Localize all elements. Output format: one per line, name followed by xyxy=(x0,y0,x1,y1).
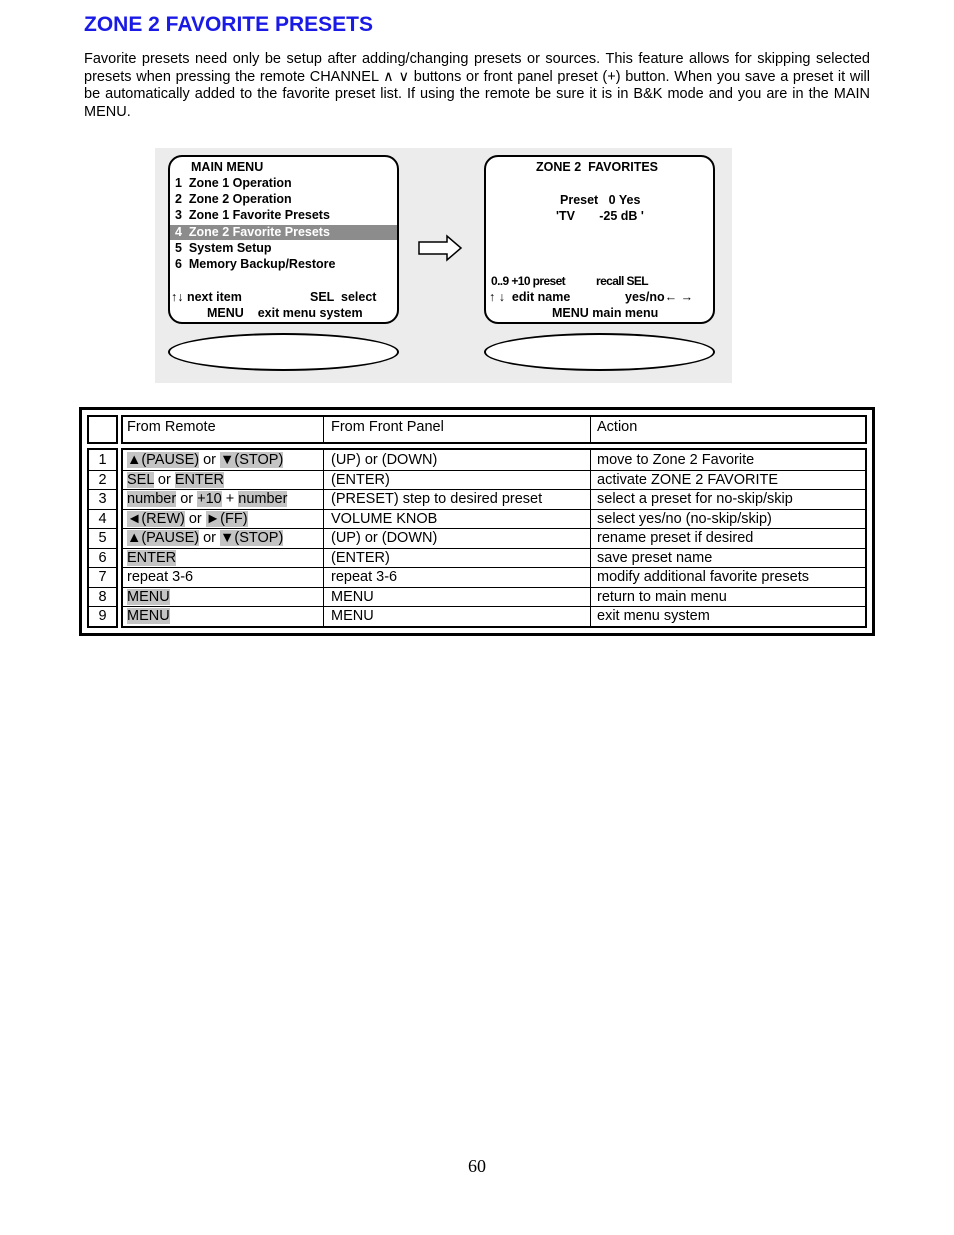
table-action-cell: return to main menu xyxy=(597,588,727,605)
menu-diagram xyxy=(155,148,732,383)
steps-table xyxy=(79,407,875,636)
main-menu-hint-exit: MENU exit menu system xyxy=(207,306,363,320)
table-column-divider xyxy=(590,415,591,442)
remote-key: ►(FF) xyxy=(205,510,248,527)
table-remote-cell xyxy=(127,607,170,625)
table-panel-cell: VOLUME KNOB xyxy=(331,510,438,527)
remote-text: + xyxy=(221,491,239,508)
main-menu-title: MAIN MENU xyxy=(191,160,264,174)
table-panel-cell: (UP) or (DOWN) xyxy=(331,530,438,547)
table-header-cell: Action xyxy=(597,419,638,435)
table-step-number: 5 xyxy=(98,530,107,547)
table-row-divider xyxy=(123,587,865,588)
table-step-number: 4 xyxy=(98,510,107,527)
table-action-cell: rename preset if desired xyxy=(597,530,754,547)
remote-text: or xyxy=(176,491,198,508)
table-step-number: 8 xyxy=(98,588,107,605)
remote-text: or xyxy=(199,452,221,468)
main-menu-item: 2 Zone 2 Operation xyxy=(175,192,292,207)
table-action-cell: exit menu system xyxy=(597,608,710,625)
table-header-box xyxy=(121,415,867,444)
table-column-divider xyxy=(590,448,591,626)
table-panel-cell: MENU xyxy=(331,588,374,605)
remote-key: ▼(STOP) xyxy=(220,530,284,547)
main-menu-item: 1 Zone 1 Operation xyxy=(175,176,292,190)
main-menu-item: 6 Memory Backup/Restore xyxy=(175,257,336,271)
table-panel-cell: (ENTER) xyxy=(331,549,390,566)
favorites-hint-yesno: yes/no← → xyxy=(625,290,694,304)
favorites-hint-preset: 0..9 +10 preset xyxy=(491,274,566,288)
table-row-divider xyxy=(123,548,865,549)
remote-key: +10 xyxy=(197,491,222,508)
table-remote-cell xyxy=(127,549,176,567)
remote-key: ▲(PAUSE) xyxy=(127,452,200,468)
table-remote-cell xyxy=(127,588,170,606)
table-step-number: 1 xyxy=(98,452,107,468)
remote-key: MENU xyxy=(127,608,170,625)
table-step-number: 7 xyxy=(98,569,107,586)
main-menu-item: 4 Zone 2 Favorite Presets xyxy=(170,225,397,240)
table-action-cell: select a preset for no-skip/skip xyxy=(597,491,793,508)
front-panel-display-right xyxy=(484,333,715,371)
table-panel-cell: (ENTER) xyxy=(331,471,390,488)
remote-key: number xyxy=(127,491,177,508)
table-step-number: 2 xyxy=(98,471,107,488)
page-number: 60 xyxy=(468,1156,486,1176)
table-step-number: 3 xyxy=(98,491,107,508)
remote-key: number xyxy=(238,491,288,508)
main-menu-item: 5 System Setup xyxy=(175,240,272,255)
table-action-cell: move to Zone 2 Favorite xyxy=(597,452,755,468)
table-panel-cell: MENU xyxy=(331,608,374,625)
favorites-screen xyxy=(484,155,715,324)
table-step-number: 6 xyxy=(98,549,107,566)
remote-key: ▲(PAUSE) xyxy=(127,530,200,547)
remote-key: ENTER xyxy=(127,549,177,566)
main-menu-item: 3 Zone 1 Favorite Presets xyxy=(175,208,330,223)
table-action-cell: modify additional favorite presets xyxy=(597,569,809,586)
table-panel-cell: (PRESET) step to desired preset xyxy=(331,491,543,508)
remote-key: ◄(REW) xyxy=(127,510,185,527)
main-menu-hint-select: SEL select xyxy=(310,290,377,304)
table-row-divider xyxy=(123,606,865,607)
remote-text: repeat 3-6 xyxy=(127,569,194,586)
table-remote-cell xyxy=(127,510,248,528)
remote-key: ENTER xyxy=(174,471,224,488)
table-step-number: 9 xyxy=(98,608,107,625)
table-panel-cell: (UP) or (DOWN) xyxy=(331,452,438,468)
favorites-preset-line: Preset 0 Yes xyxy=(560,193,641,207)
remote-key: MENU xyxy=(127,588,170,605)
favorites-hint-recall: recall SEL xyxy=(596,274,649,288)
front-panel-display-left xyxy=(168,333,399,371)
table-action-cell: activate ZONE 2 FAVORITE xyxy=(597,471,779,488)
table-header-num-box xyxy=(87,415,118,444)
remote-key: ▼(STOP) xyxy=(220,452,284,468)
favorites-name-line: 'TV -25 dB ' xyxy=(556,209,644,223)
remote-text: or xyxy=(199,530,221,547)
table-action-cell: select yes/no (no-skip/skip) xyxy=(597,510,772,527)
table-remote-cell xyxy=(127,471,224,489)
favorites-hint-edit: ↑ ↓ edit name xyxy=(489,290,571,304)
table-header-cell: From Remote xyxy=(127,419,216,435)
favorites-hint-menu: MENU main menu xyxy=(552,306,659,320)
remote-key: SEL xyxy=(127,471,154,488)
right-arrow-icon xyxy=(417,234,463,262)
intro-paragraph: Favorite presets need only be setup after adding/changing presets or sources. This feature allows for skipping selected presets when pressing the remote CHANNEL ∧ ∨ buttons or front panel preset (+) button. When you save a preset it will be automatically added to the favorite preset list. If using the remote be sure it is in B&K mode and you are in the MAIN MENU. xyxy=(84,51,870,120)
main-menu-screen xyxy=(168,155,399,324)
table-remote-cell xyxy=(127,529,283,547)
table-column-divider xyxy=(323,415,324,442)
favorites-title: ZONE 2 FAVORITES xyxy=(536,160,659,174)
table-action-cell: save preset name xyxy=(597,549,713,566)
table-column-divider xyxy=(323,448,324,626)
table-remote-cell xyxy=(127,490,287,508)
table-remote-cell xyxy=(127,568,193,586)
page-title: ZONE 2 FAVORITE PRESETS xyxy=(84,13,373,36)
table-remote-cell xyxy=(127,451,283,469)
main-menu-hint-next: ↑↓ next item xyxy=(171,290,242,304)
remote-text: or xyxy=(184,510,206,527)
remote-text: or xyxy=(153,471,175,488)
table-panel-cell: repeat 3-6 xyxy=(331,569,398,586)
table-header-cell: From Front Panel xyxy=(331,419,444,435)
